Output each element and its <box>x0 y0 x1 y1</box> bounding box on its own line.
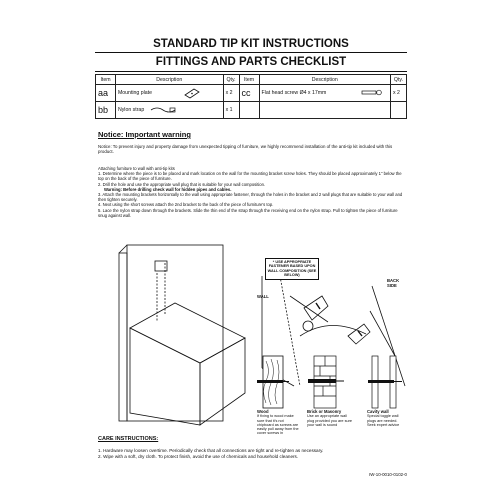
care-list <box>98 448 403 461</box>
item-description: Flat head screw Ø4 x 17mm <box>259 85 390 102</box>
mounting-plate-icon <box>184 87 200 99</box>
step-item: 2. Drill the hole and use the appropriate wall plug that is suitable for your wall composition. <box>98 181 266 187</box>
item-qty: x 2 <box>390 85 406 102</box>
cavity-wall-icon <box>368 356 402 408</box>
wall-type-text: If fixing to wood make sure that it's not chipboard as screws are easily pull away from the cover screws in <box>257 414 299 436</box>
step-item: 1. Determine where the piece is to be placed and mark location on the wall for the mounting bracket screw holes. They should be placed approximately 1" below the top on the back of the piece of furniture. <box>98 171 402 182</box>
cavity-caption <box>367 410 407 427</box>
notice-text: Notice: To prevent injury and property damage from unexpected tipping of furniture, we highly recommend installation of the anti-tip kit included with this product. <box>98 144 393 155</box>
drill-warning: Warning: Before drilling check wall for hidden pipes and cables. <box>104 186 232 192</box>
table-row <box>96 102 407 119</box>
title-divider <box>95 52 407 53</box>
item-code: bb <box>96 102 116 119</box>
item-description: Mounting plate <box>115 85 223 102</box>
brick-caption <box>307 410 353 427</box>
wall-type-name: Wood <box>257 409 269 414</box>
item-qty: x 2 <box>223 85 239 102</box>
col-header: Item <box>239 75 259 85</box>
wall-type-name: Brick or Masonry <box>307 409 342 414</box>
step-item: 5. Lace the nylon strap down through the brackets. Slide the thin end of the strap through the receiving end on the nylon strap. Pull to tighten the piece of furniture snug against wall. <box>98 207 398 218</box>
empty-cell <box>259 102 390 119</box>
wood-wall-icon <box>257 356 289 408</box>
col-header: Description <box>259 75 390 85</box>
installation-steps <box>98 166 403 218</box>
brick-wall-icon <box>308 356 344 408</box>
col-header: Description <box>115 75 223 85</box>
parts-table <box>95 74 407 119</box>
item-code: aa <box>96 85 116 102</box>
wood-caption <box>257 410 301 436</box>
wall-type-text: Special toggle wall plugs are needed. Seek expert advice <box>367 414 400 427</box>
furniture-wall-illustration <box>105 243 255 428</box>
document-code: IW-10-0010-0102-0 <box>369 472 407 477</box>
back-side-label: BACK SIDE <box>387 278 400 288</box>
fastener-callout: * USE APPROPRIATE FASTENER BASED UPON WALL COMPOSITION (SEE BELOW) <box>265 258 319 280</box>
instruction-sheet <box>95 38 407 478</box>
col-header: Qty. <box>390 75 406 85</box>
document-title: STANDARD TIP KIT INSTRUCTIONS <box>153 38 349 50</box>
care-item: 2. Wipe with a soft, dry cloth. To protect finish, avoid the use of chemicals and household cleaners. <box>98 454 299 460</box>
item-code: cc <box>239 85 259 102</box>
step-item: 4. Next using the short screws attach the 2nd bracket to the back of the piece of furniture's top. <box>98 202 274 208</box>
document-subtitle: FITTINGS AND PARTS CHECKLIST <box>155 56 347 68</box>
item-description: Nylon strap <box>115 102 223 119</box>
empty-cell <box>390 102 406 119</box>
table-header-row <box>96 75 407 85</box>
subtitle-divider <box>95 71 407 72</box>
step-item: 3. Attach the mounting brackets horizontally to the wall using appropriate fastener, through the holes in the bracket and 2 wall plugs that are suitable to your wall and then tighten securely. <box>98 192 403 203</box>
nylon-strap-icon <box>150 106 176 114</box>
table-row <box>96 85 407 102</box>
col-header: Qty. <box>223 75 239 85</box>
wall-type-name: Cavity wall <box>367 409 389 414</box>
screw-icon <box>362 90 382 96</box>
col-header: Item <box>96 75 116 85</box>
notice-heading: Notice: Important warning <box>98 130 191 139</box>
care-heading: CARE INSTRUCTIONS: <box>98 436 159 442</box>
steps-intro: Attaching furniture to wall with anti-tip kits <box>98 166 175 171</box>
empty-cell <box>239 102 259 119</box>
wall-label: WALL <box>257 294 269 299</box>
care-item: 1. Hardware may loosen overtime. Periodically check that all connections are tight and re-tighten as necessary. <box>98 448 324 453</box>
wall-type-text: Use an appropriate wall plug provided you are sure your wall is sound <box>307 414 352 427</box>
item-qty: x 1 <box>223 102 239 119</box>
